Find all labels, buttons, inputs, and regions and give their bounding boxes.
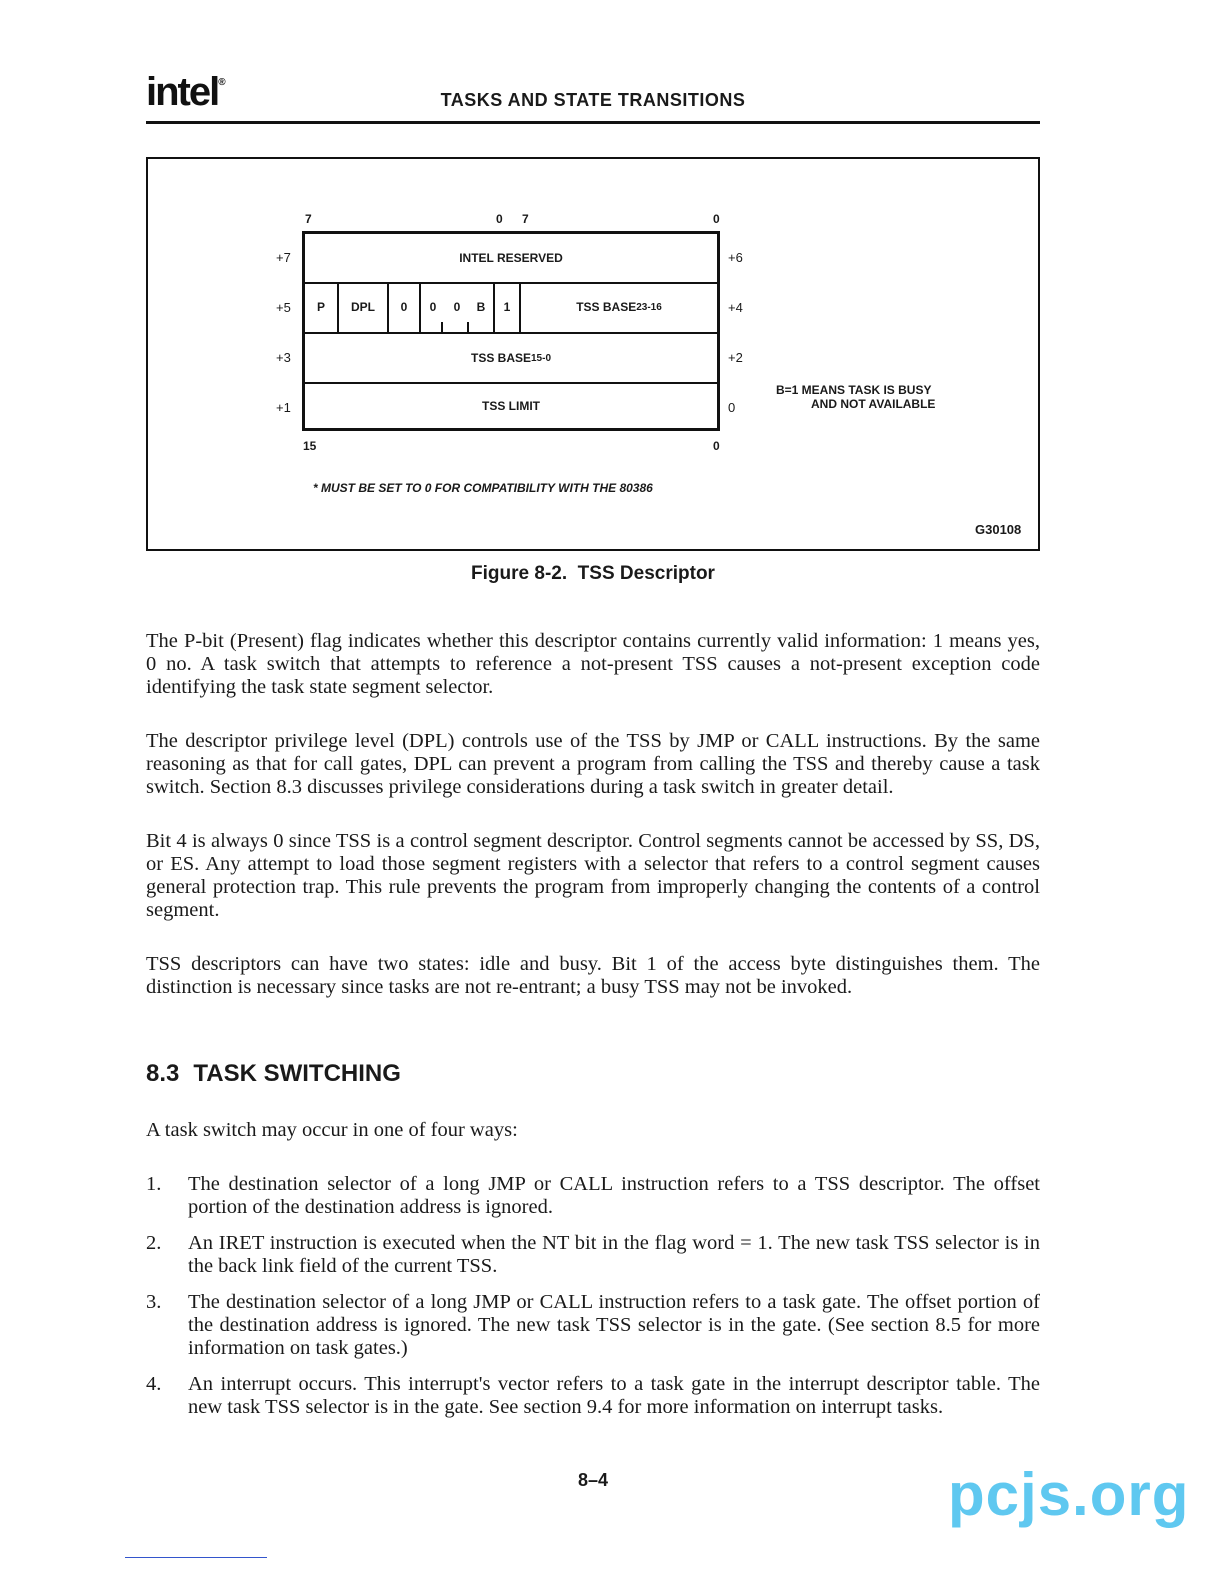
- field-type-bit2: 0: [453, 300, 461, 314]
- offset-left-plus7: +7: [276, 250, 291, 265]
- figure-footnote: * MUST BE SET TO 0 FOR COMPATIBILITY WITH THE 80386: [313, 481, 653, 495]
- figure-caption: Figure 8-2. TSS Descriptor: [471, 563, 715, 584]
- list-item-text: The destination selector of a long JMP or CALL instruction refers to a TSS descriptor. The offset portion of the destination address is ignored.: [188, 1173, 1040, 1218]
- busy-note-line1: B=1 MEANS TASK IS BUSY: [776, 383, 932, 397]
- field-type-bit3: 0: [429, 300, 437, 314]
- list-item-text: An IRET instruction is executed when the NT bit in the flag word = 1. The new task TSS selector is in the back link field of the current TSS.: [188, 1232, 1040, 1277]
- field-p: P: [316, 300, 325, 314]
- pcjs-watermark: pcjs.org: [948, 1461, 1190, 1528]
- field-s-bit: 0: [400, 300, 408, 314]
- offset-left-plus3: +3: [276, 350, 291, 365]
- field-tss-base-23-16: [521, 284, 717, 330]
- paragraph-p-bit: The P-bit (Present) flag indicates whether this descriptor contains currently valid information: 1 means yes, 0 no. A task switch that attempts to reference a not-present TSS causes a not-present exception code identifying the task state segment selector.: [146, 630, 1040, 698]
- tss-base-hi-label: TSS BASE: [576, 300, 637, 314]
- field-dpl: DPL: [351, 300, 375, 314]
- field-tss-base-15-0: [305, 334, 717, 382]
- logo-text: intel: [146, 70, 219, 114]
- list-item-number: 1.: [146, 1173, 162, 1195]
- field-type-bit0: 1: [503, 300, 511, 314]
- page-number: 8–4: [577, 1470, 609, 1490]
- paragraph-bit4: Bit 4 is always 0 since TSS is a control segment descriptor. Control segments cannot be accessed by SS, DS, or ES. Any attempt to load those segment registers with a selector that refers to a control segment causes general protection trap. This rule prevents the program from improperly changing the contents of a control segment.: [146, 830, 1040, 921]
- field-tss-limit: TSS LIMIT: [482, 399, 540, 413]
- section-heading: [146, 1060, 415, 1088]
- bit-label-bottom-15: 15: [303, 439, 317, 453]
- offset-right-plus6: +6: [728, 250, 743, 265]
- offset-right-plus2: +2: [728, 350, 743, 365]
- page-header-title: TASKS AND STATE TRANSITIONS: [440, 90, 746, 110]
- tss-base-lo-subscript: 15-0: [531, 352, 552, 364]
- offset-right-0: 0: [728, 400, 736, 415]
- section-title: TASK SWITCHING: [193, 1060, 401, 1087]
- figure-id: G30108: [975, 522, 1022, 537]
- bit-label-top-0-mid: 0: [496, 212, 503, 226]
- bit-label-top-0-right: 0: [713, 212, 720, 226]
- list-item-text: The destination selector of a long JMP or CALL instruction refers to a task gate. The offset portion of the destination address is ignored. The new task TSS selector is in the gate. (See section 8.5 for more information on task gates.): [188, 1291, 1040, 1359]
- list-item-number: 3.: [146, 1291, 162, 1313]
- field-intel-reserved: INTEL RESERVED: [459, 251, 563, 265]
- offset-right-plus4: +4: [728, 300, 743, 315]
- header-rule: [146, 121, 1040, 124]
- footer-rule: [125, 1557, 267, 1558]
- offset-left-plus5: +5: [276, 300, 291, 315]
- paragraph-busy-states: TSS descriptors can have two states: idle and busy. Bit 1 of the access byte distinguishes them. The distinction is necessary since tasks are not re-entrant; a busy TSS may not be invoked.: [146, 953, 1040, 998]
- logo-registered-mark: ®: [218, 76, 224, 88]
- busy-note-line2: AND NOT AVAILABLE: [811, 397, 936, 411]
- offset-left-plus1: +1: [276, 400, 291, 415]
- bit-label-bottom-0: 0: [713, 439, 720, 453]
- list-item-number: 2.: [146, 1232, 162, 1254]
- tss-base-lo-label: TSS BASE: [470, 351, 531, 365]
- bit-label-top-7-mid: 7: [522, 212, 529, 226]
- list-item-number: 4.: [146, 1373, 162, 1395]
- tss-base-hi-subscript: 23-16: [636, 301, 662, 313]
- tss-descriptor-diagram: [302, 231, 720, 431]
- bit-label-top-7-left: 7: [305, 212, 312, 226]
- list-item-text: An interrupt occurs. This interrupt's vector refers to a task gate in the interrupt descriptor table. The new task TSS selector is in the gate. See section 9.4 for more information on interrupt tasks.: [188, 1373, 1040, 1418]
- field-b-bit: B: [476, 300, 486, 314]
- paragraph-dpl: The descriptor privilege level (DPL) controls use of the TSS by JMP or CALL instructions. By the same reasoning as that for call gates, DPL can prevent a program from calling the TSS and thereby cause a task switch. Section 8.3 discusses privilege considerations during a task switch in greater detail.: [146, 730, 1040, 798]
- section-intro: A task switch may occur in one of four ways:: [146, 1119, 518, 1141]
- section-number: 8.3: [146, 1060, 180, 1087]
